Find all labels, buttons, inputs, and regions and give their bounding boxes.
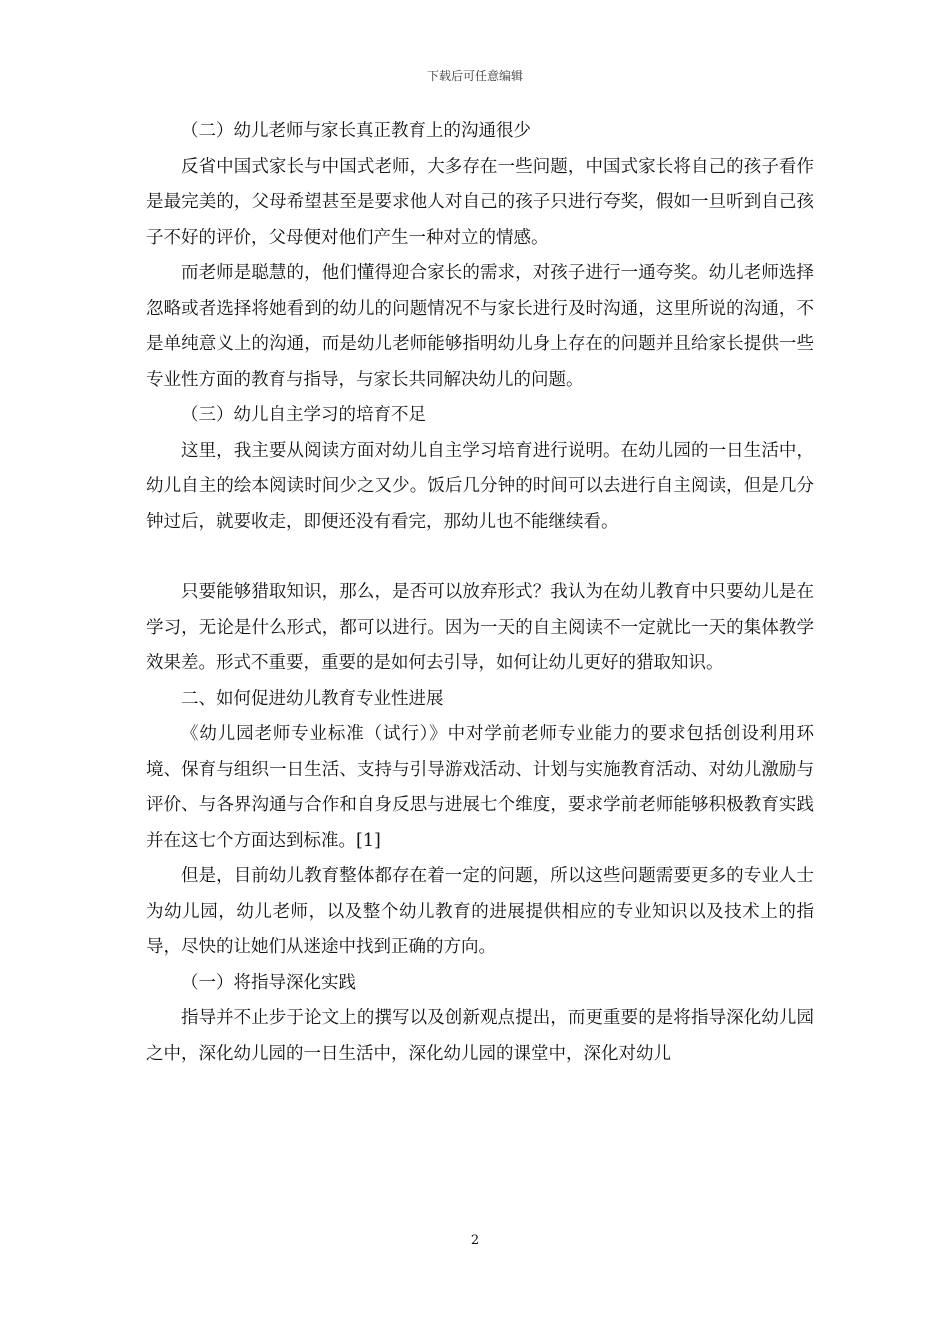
section-heading-1: （一）将指导深化实践 [181,972,356,993]
paragraph: 这里，我主要从阅读方面对幼儿自主学习培育进行说明。在幼儿园的一日生活中，幼儿自主的绘本阅读时间少之又少。饭后几分钟的时间可以去进行自主阅读，但是几分钟过后，就要收走，即便还没有看完，那幼儿也不能继续看。 [146,440,814,532]
paragraph: 指导并不止步于论文上的撰写以及创新观点提出，而更重要的是将指导深化幼儿园之中，深化幼儿园的一日生活中，深化幼儿园的课堂中，深化对幼儿 [146,1008,814,1064]
paragraph: 《幼儿园老师专业标准（试行）》中对学前老师专业能力的要求包括创设利用环境、保育与组织一日生活、支持与引导游戏活动、计划与实施教育活动、对幼儿激励与评价、与各界沟通与合作和自身反思与进展七个维度，要求学前老师能够积极教育实践并在这七个方面达到标准。[1] [146,724,814,851]
chapter-heading-2: 二、如何促进幼儿教育专业性进展 [181,688,444,709]
paragraph: 反省中国式家长与中国式老师，大多存在一些问题，中国式家长将自己的孩子看作是最完美的，父母希望甚至是要求他人对自己的孩子只进行夸奖，假如一旦听到自己孩子不好的评价，父母便对他们产生一种对立的情感。 [146,156,814,248]
document-body [146,114,814,1072]
paragraph: 而老师是聪慧的，他们懂得迎合家长的需求，对孩子进行一通夸奖。幼儿老师选择忽略或者选择将她看到的幼儿的问题情况不与家长进行及时沟通，这里所说的沟通，不是单纯意义上的沟通，而是幼儿老师能够指明幼儿身上存在的问题并且给家长提供一些专业性方面的教育与指导，与家长共同解决幼儿的问题。 [146,263,814,390]
section-heading-3: （三）幼儿自主学习的培育不足 [181,405,426,425]
section-heading-2: （二）幼儿老师与家长真正教育上的沟通很少 [181,121,531,141]
paragraph: 但是，目前幼儿教育整体都存在着一定的问题，所以这些问题需要更多的专业人士为幼儿园，幼儿老师，以及整个幼儿教育的进展提供相应的专业知识以及技术上的指导，尽快的让她们从迷途中找到正确的方向。 [146,866,814,957]
page-number: 2 [470,1233,480,1248]
page-header-note: 下载后可任意编辑 [426,69,523,83]
paragraph: 只要能够猎取知识，那么，是否可以放弃形式？我认为在幼儿教育中只要幼儿是在学习，无论是什么形式，都可以进行。因为一天的自主阅读不一定就比一天的集体教学效果差。形式不重要，重要的是如何去引导，如何让幼儿更好的猎取知识。 [146,582,814,673]
